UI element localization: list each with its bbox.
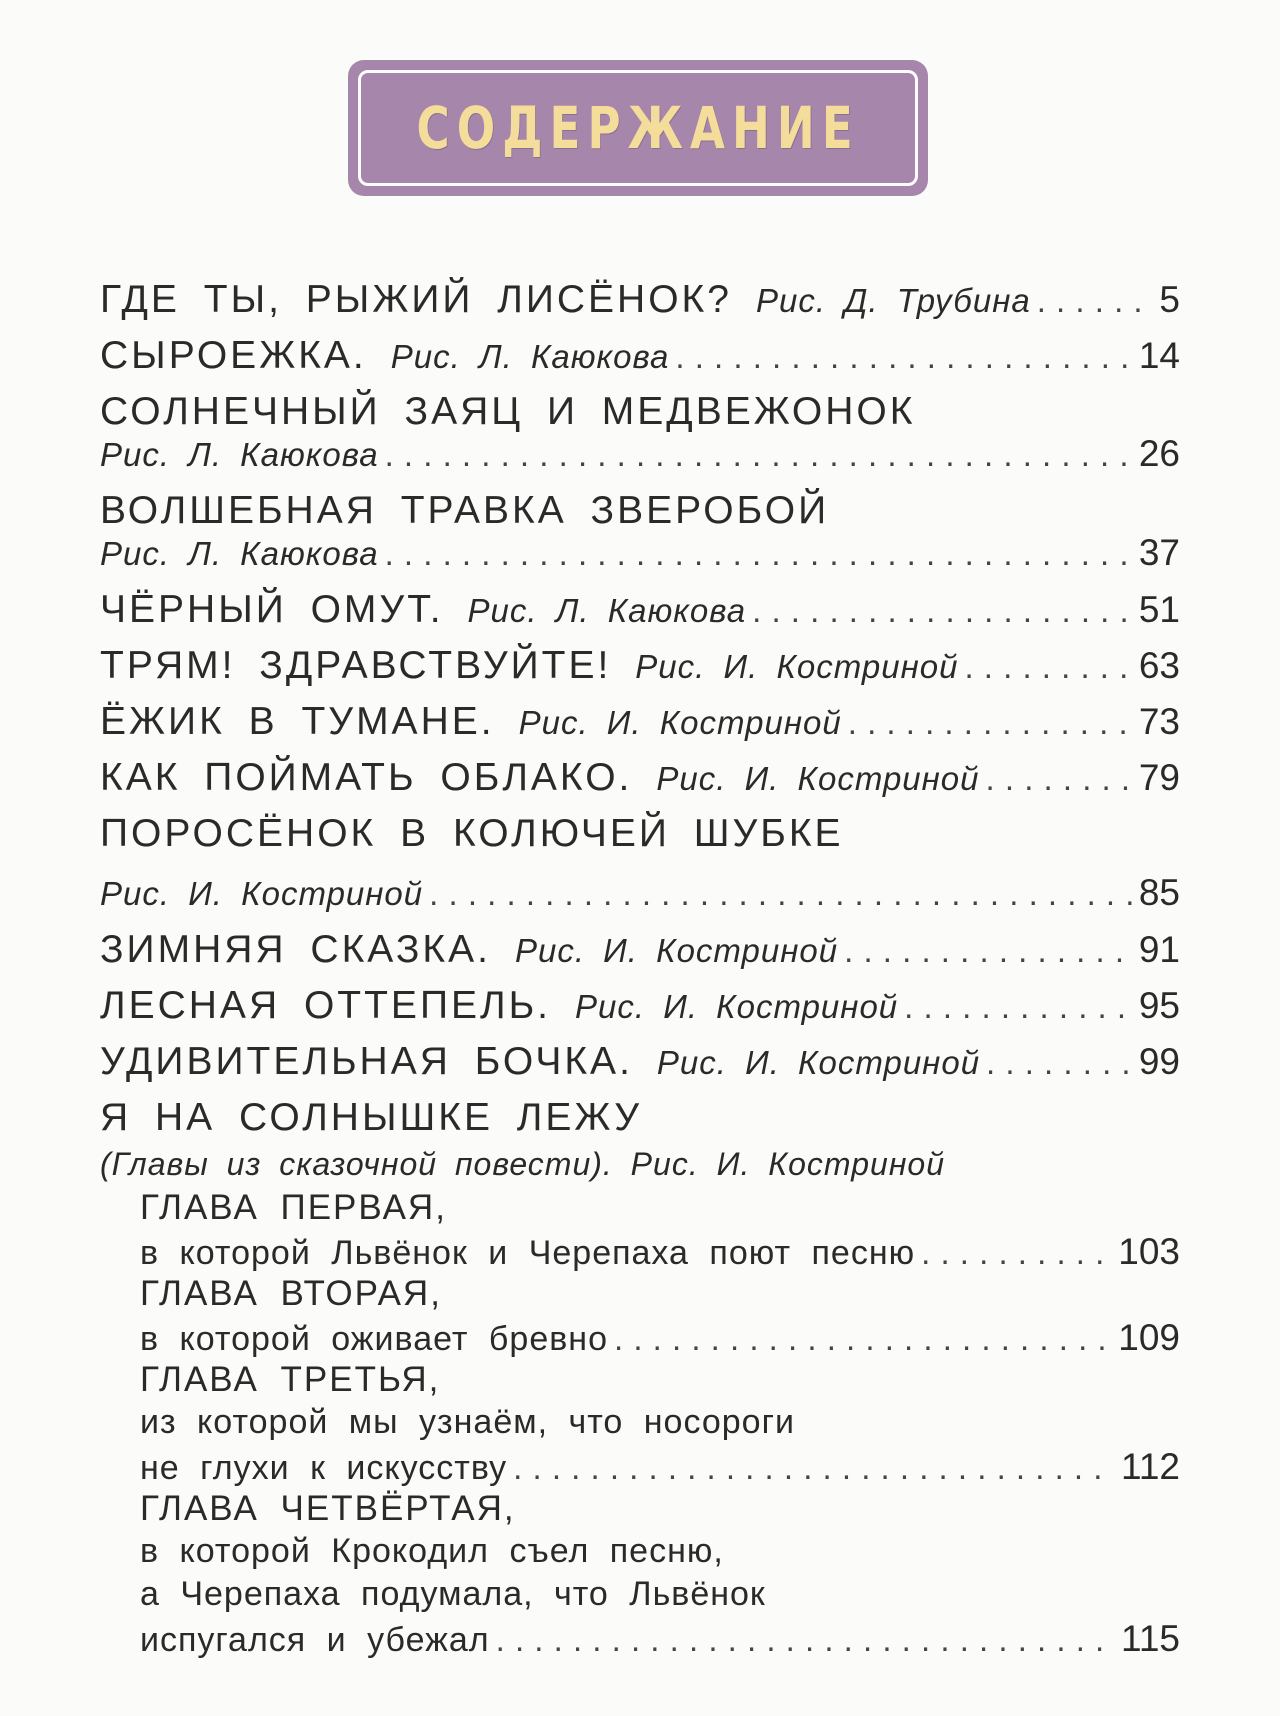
chapter-heading: ГЛАВА ПЕРВАЯ, <box>140 1188 447 1227</box>
entry-page: 95 <box>1138 985 1180 1026</box>
entry-title: ЧЁРНЫЙ ОМУТ. <box>100 588 444 631</box>
entry-credit: Рис. И. Костриной <box>514 932 839 969</box>
toc-entry[interactable] <box>100 756 1180 812</box>
toc-entry-credit-line[interactable] <box>100 433 1180 489</box>
toc-entry[interactable] <box>100 588 1180 644</box>
chapter-desc: в которой Крокодил съел песню, <box>140 1532 724 1570</box>
chapter-desc: в которой Львёнок и Черепаха поют песню <box>140 1234 916 1272</box>
entry-credit: Рис. И. Костриной <box>575 988 899 1025</box>
chapter-heading-line[interactable] <box>140 1489 1180 1532</box>
chapter-page: 109 <box>1118 1317 1180 1358</box>
toc-entry[interactable] <box>100 700 1180 756</box>
chapter-list <box>100 1188 1180 1661</box>
entry-credit: Рис. Л. Каюкова <box>100 436 379 473</box>
entry-credit: Рис. И. Костриной <box>635 648 959 685</box>
entry-title: ЛЕСНАЯ ОТТЕПЕЛЬ. <box>100 984 552 1027</box>
toc-entry-credit-line[interactable] <box>100 532 1180 588</box>
toc-entry[interactable] <box>100 928 1180 984</box>
entry-page: 51 <box>1138 589 1180 630</box>
chapter-heading: ГЛАВА ТРЕТЬЯ, <box>140 1360 441 1399</box>
entry-page: 73 <box>1138 701 1180 742</box>
entry-credit: Рис. И. Костриной <box>656 1044 981 1081</box>
toc-section-title[interactable] <box>100 1096 1180 1146</box>
entry-title: ГДЕ ТЫ, РЫЖИЙ ЛИСЁНОК? <box>100 278 732 321</box>
dot-leader <box>513 1449 1115 1487</box>
chapter-page: 115 <box>1121 1618 1180 1659</box>
dot-leader <box>844 932 1133 970</box>
chapter-desc: а Черепаха подумала, что Львёнок <box>140 1575 766 1613</box>
table-of-contents <box>100 278 1180 1661</box>
entry-title: УДИВИТЕЛЬНАЯ БОЧКА. <box>100 1040 633 1083</box>
entry-page: 37 <box>1138 532 1180 573</box>
entry-title: ЁЖИК В ТУМАНЕ. <box>100 700 495 743</box>
chapter-desc: не глухи к искусству <box>140 1449 508 1487</box>
section-title: Я НА СОЛНЫШКЕ ЛЕЖУ <box>100 1096 643 1139</box>
toc-entry[interactable] <box>100 984 1180 1040</box>
entry-credit: Рис. И. Костриной <box>100 875 424 912</box>
entry-page: 5 <box>1159 279 1180 320</box>
chapter-desc: испугался и убежал <box>140 1621 490 1659</box>
entry-page: 79 <box>1138 757 1180 798</box>
entry-title: ПОРОСЁНОК В КОЛЮЧЕЙ ШУБКЕ <box>100 812 844 855</box>
chapter-page: 103 <box>1118 1231 1180 1272</box>
section-note: (Главы из сказочной повести). Рис. И. Костриной <box>100 1146 946 1182</box>
dot-leader <box>675 338 1132 376</box>
dot-leader <box>385 436 1133 474</box>
dot-leader <box>848 704 1133 742</box>
dot-leader <box>986 1044 1133 1082</box>
chapter-desc-line[interactable] <box>140 1532 1180 1575</box>
entry-title: ТРЯМ! ЗДРАВСТВУЙТЕ! <box>100 644 612 687</box>
entry-page: 63 <box>1138 645 1180 686</box>
entry-title: ЗИМНЯЯ СКАЗКА. <box>100 928 491 971</box>
contents-heading: СОДЕРЖАНИЕ <box>416 94 860 162</box>
toc-entry[interactable] <box>100 334 1180 390</box>
toc-section-note <box>100 1146 1180 1188</box>
chapter-desc-line[interactable] <box>140 1575 1180 1618</box>
contents-heading-badge <box>348 60 928 196</box>
entry-credit: Рис. Л. Каюкова <box>467 592 747 629</box>
entry-title: СОЛНЕЧНЫЙ ЗАЯЦ И МЕДВЕЖОНОК <box>100 390 916 433</box>
chapter-desc-line[interactable] <box>140 1317 1180 1360</box>
dot-leader <box>429 875 1133 913</box>
dot-leader <box>921 1234 1112 1272</box>
toc-entry[interactable] <box>100 1040 1180 1096</box>
chapter-page: 112 <box>1121 1446 1180 1487</box>
entry-credit: Рис. И. Костриной <box>518 704 842 741</box>
chapter-heading: ГЛАВА ВТОРАЯ, <box>140 1274 442 1313</box>
entry-title: СЫРОЕЖКА. <box>100 334 367 377</box>
toc-entry-title-line[interactable] <box>100 489 1180 532</box>
entry-page: 85 <box>1138 872 1180 913</box>
entry-credit: Рис. И. Костриной <box>656 760 980 797</box>
toc-entry[interactable] <box>100 644 1180 700</box>
chapter-desc: из которой мы узнаём, что носороги <box>140 1403 795 1441</box>
entry-page: 99 <box>1138 1041 1180 1082</box>
chapter-heading: ГЛАВА ЧЕТВЁРТАЯ, <box>140 1489 516 1528</box>
chapter-heading-line[interactable] <box>140 1274 1180 1317</box>
dot-leader <box>904 988 1133 1026</box>
contents-heading-frame <box>358 70 918 186</box>
entry-title: ВОЛШЕБНАЯ ТРАВКА ЗВЕРОБОЙ <box>100 489 830 532</box>
entry-page: 91 <box>1138 929 1180 970</box>
dot-leader <box>964 648 1132 686</box>
entry-title: КАК ПОЙМАТЬ ОБЛАКО. <box>100 756 633 799</box>
entry-page: 14 <box>1138 335 1180 376</box>
entry-credit: Рис. Л. Каюкова <box>100 535 379 572</box>
dot-leader <box>614 1320 1112 1358</box>
entry-credit: Рис. Л. Каюкова <box>390 338 670 375</box>
toc-entry-title-line[interactable] <box>100 812 1180 872</box>
chapter-desc: в которой оживает бревно <box>140 1320 608 1358</box>
chapter-heading-line[interactable] <box>140 1360 1180 1403</box>
chapter-heading-line[interactable] <box>140 1188 1180 1231</box>
dot-leader <box>752 592 1133 630</box>
toc-entry-credit-line[interactable] <box>100 872 1180 928</box>
dot-leader <box>1037 282 1154 320</box>
dot-leader <box>385 535 1133 573</box>
entry-credit: Рис. Д. Трубина <box>755 282 1031 319</box>
chapter-desc-line[interactable] <box>140 1403 1180 1446</box>
toc-entry-title-line[interactable] <box>100 390 1180 433</box>
toc-entry[interactable] <box>100 278 1180 334</box>
entry-page: 26 <box>1138 433 1180 474</box>
dot-leader <box>496 1621 1115 1659</box>
chapter-desc-line[interactable] <box>140 1618 1180 1661</box>
dot-leader <box>986 760 1133 798</box>
chapter-desc-line[interactable] <box>140 1231 1180 1274</box>
chapter-desc-line[interactable] <box>140 1446 1180 1489</box>
